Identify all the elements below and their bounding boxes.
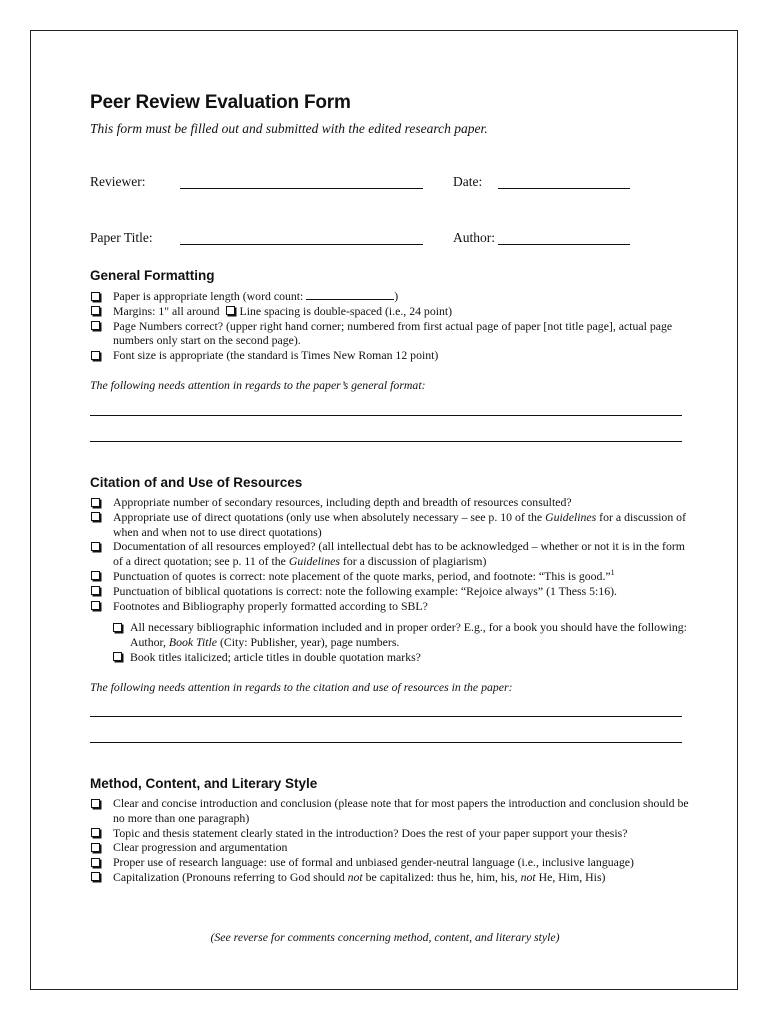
citation-sublist: [112, 620, 692, 664]
checkbox-icon[interactable]: [91, 542, 100, 551]
checkbox-icon[interactable]: [91, 872, 100, 881]
list-item: Font size is appropriate (the standard is Times New Roman 12 point): [90, 348, 690, 363]
list-item: Footnotes and Bibliography properly formatted according to SBL?: [90, 599, 690, 614]
paper-title-label: Paper Title:: [90, 230, 153, 245]
date-field[interactable]: [498, 188, 630, 189]
checkbox-icon[interactable]: [91, 843, 100, 852]
list-item: Capitalization (Pronouns referring to God should not be capitalized: thus he, him, his, not He, Him, His): [90, 870, 690, 885]
checkbox-icon[interactable]: [226, 306, 235, 315]
checkbox-icon[interactable]: [91, 799, 100, 808]
list-item: Paper is appropriate length (word count: ): [90, 289, 690, 304]
general-formatting-list: [90, 289, 690, 363]
checkbox-icon[interactable]: [113, 623, 122, 632]
list-item: All necessary bibliographic information included and in proper order? E.g., for a book you should have the following: Author, Book Title (City: Publisher, year), page numbers.: [112, 620, 692, 650]
reviewer-field[interactable]: [180, 188, 423, 189]
list-item: Topic and thesis statement clearly stated in the introduction? Does the rest of your paper support your thesis?: [90, 826, 690, 841]
list-item: Clear and concise introduction and conclusion (please note that for most papers the introduction and conclusion should be no more than one paragraph): [90, 796, 690, 826]
checkbox-icon[interactable]: [91, 321, 100, 330]
list-item: Punctuation of quotes is correct: note placement of the quote marks, period, and footnote: “This is good.”$^1$: [90, 569, 690, 584]
citation-comment-line[interactable]: [90, 742, 682, 743]
checkbox-icon[interactable]: [91, 858, 100, 867]
checkbox-icon[interactable]: [91, 828, 100, 837]
list-item: Clear progression and argumentation: [90, 840, 690, 855]
citation-prompt: The following needs attention in regards to the citation and use of resources in the paper:: [90, 680, 513, 694]
method-heading: Method, Content, and Literary Style: [90, 776, 318, 791]
page-title: Peer Review Evaluation Form: [90, 92, 351, 113]
checkbox-icon[interactable]: [91, 586, 100, 595]
general-comment-line[interactable]: [90, 415, 682, 416]
word-count-blank[interactable]: [306, 289, 394, 300]
list-item: Margins: 1" all around Line spacing is double-spaced (i.e., 24 point): [90, 304, 690, 319]
list-item: Appropriate number of secondary resources, including depth and breadth of resources consulted?: [90, 495, 690, 510]
general-formatting-heading: General Formatting: [90, 268, 215, 283]
method-list: [90, 796, 690, 885]
list-item: Page Numbers correct? (upper right hand corner; numbered from first actual page of paper [not title page], actual page numbers only start on the second page).: [90, 319, 690, 349]
paper-title-field[interactable]: [180, 244, 423, 245]
checkbox-icon[interactable]: [91, 512, 100, 521]
list-item: Book titles italicized; article titles in double quotation marks?: [112, 650, 692, 665]
list-item: Proper use of research language: use of formal and unbiased gender-neutral language (i.e., inclusive language): [90, 855, 690, 870]
list-item: Punctuation of biblical quotations is correct: note the following example: “Rejoice always” (1 Thess 5:16).: [90, 584, 690, 599]
footnote-marker: 1: [610, 567, 615, 577]
footer-note: (See reverse for comments concerning method, content, and literary style): [210, 930, 560, 944]
citation-comment-line[interactable]: [90, 716, 682, 717]
checkbox-icon[interactable]: [113, 652, 122, 661]
list-item: Documentation of all resources employed? (all intellectual debt has to be acknowledged – whether or not it is in the form of a direct quotation; see p. 11 of the Guidelines for a discussion of plagiarism): [90, 539, 690, 569]
checkbox-icon[interactable]: [91, 601, 100, 610]
checkbox-icon[interactable]: [91, 306, 100, 315]
author-field[interactable]: [498, 244, 630, 245]
page-subtitle: This form must be filled out and submitted with the edited research paper.: [90, 121, 488, 136]
checkbox-icon[interactable]: [91, 292, 100, 301]
list-item: Appropriate use of direct quotations (only use when absolutely necessary – see p. 10 of the Guidelines for a discussion of when and when not to use direct quotations): [90, 510, 690, 540]
author-label: Author:: [453, 230, 495, 245]
general-comment-line[interactable]: [90, 441, 682, 442]
date-label: Date:: [453, 174, 483, 189]
general-format-prompt: The following needs attention in regards to the paper’s general format:: [90, 378, 426, 392]
checkbox-icon[interactable]: [91, 351, 100, 360]
checkbox-icon[interactable]: [91, 571, 100, 580]
citation-heading: Citation of and Use of Resources: [90, 475, 303, 490]
reviewer-label: Reviewer:: [90, 174, 146, 189]
checkbox-icon[interactable]: [91, 498, 100, 507]
citation-list: [90, 495, 690, 613]
